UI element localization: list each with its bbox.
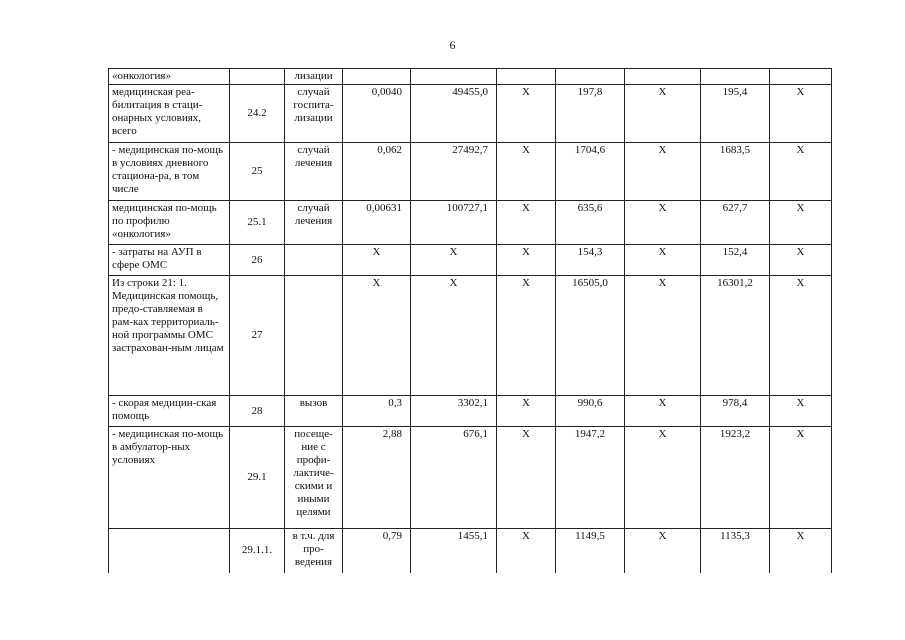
table-row — [109, 396, 832, 427]
row-cell: Х — [411, 276, 497, 396]
row-unit: лизации — [285, 69, 343, 85]
row-cell: Х — [411, 245, 497, 276]
row-cell — [411, 69, 497, 85]
row-code: 24.2 — [230, 85, 285, 143]
row-cell: Х — [770, 85, 832, 143]
row-cell: 100727,1 — [411, 201, 497, 245]
row-code: 28 — [230, 396, 285, 427]
row-cell: Х — [497, 427, 556, 529]
row-cell: Х — [497, 276, 556, 396]
row-code: 25.1 — [230, 201, 285, 245]
row-cell: 3302,1 — [411, 396, 497, 427]
row-cell: 1704,6 — [556, 143, 625, 201]
row-cell: Х — [625, 201, 701, 245]
row-cell: Х — [497, 529, 556, 573]
row-name: - медицинская по-мощь в условиях дневного стациона-ра, в том числе — [109, 143, 230, 201]
data-table — [108, 68, 832, 573]
row-cell: 16301,2 — [701, 276, 770, 396]
row-cell: Х — [625, 276, 701, 396]
row-unit — [285, 276, 343, 396]
row-unit: случай лечения — [285, 201, 343, 245]
row-cell: 1455,1 — [411, 529, 497, 573]
row-code: 27 — [230, 276, 285, 396]
row-cell: Х — [770, 276, 832, 396]
row-cell: 197,8 — [556, 85, 625, 143]
row-cell: 978,4 — [701, 396, 770, 427]
row-cell: Х — [497, 396, 556, 427]
row-cell: 152,4 — [701, 245, 770, 276]
row-name: медицинская по-мощь по профилю «онкология» — [109, 201, 230, 245]
row-name: - скорая медицин-ская помощь — [109, 396, 230, 427]
row-unit: случай лечения — [285, 143, 343, 201]
row-name: «онкология» — [109, 69, 230, 85]
table-row — [109, 69, 832, 85]
row-cell: Х — [625, 85, 701, 143]
row-cell: 1923,2 — [701, 427, 770, 529]
row-code: 26 — [230, 245, 285, 276]
row-code: 29.1 — [230, 427, 285, 529]
row-name: медицинская реа-билитация в стаци-онарных условиях, всего — [109, 85, 230, 143]
row-cell: 627,7 — [701, 201, 770, 245]
row-unit: случай госпита-лизации — [285, 85, 343, 143]
row-code — [230, 69, 285, 85]
row-cell: 16505,0 — [556, 276, 625, 396]
row-unit — [285, 245, 343, 276]
row-cell: Х — [770, 529, 832, 573]
table-row — [109, 427, 832, 529]
row-cell: Х — [625, 143, 701, 201]
table-row — [109, 276, 832, 396]
table-row — [109, 85, 832, 143]
row-name: - затраты на АУП в сфере ОМС — [109, 245, 230, 276]
row-cell: Х — [497, 143, 556, 201]
row-cell — [556, 69, 625, 85]
row-code: 29.1.1. — [230, 529, 285, 573]
row-unit: в т.ч. для про-ведения — [285, 529, 343, 573]
row-cell: 0,00631 — [343, 201, 411, 245]
row-cell: Х — [625, 529, 701, 573]
table-row — [109, 245, 832, 276]
row-cell: 49455,0 — [411, 85, 497, 143]
row-cell: Х — [497, 245, 556, 276]
row-cell: 154,3 — [556, 245, 625, 276]
row-unit: посеще-ние с профи-лактиче-скими и иными целями — [285, 427, 343, 529]
row-cell: 27492,7 — [411, 143, 497, 201]
row-cell: Х — [770, 143, 832, 201]
row-cell: Х — [625, 396, 701, 427]
row-cell: 1149,5 — [556, 529, 625, 573]
row-cell: 635,6 — [556, 201, 625, 245]
row-cell: Х — [625, 427, 701, 529]
row-cell: Х — [770, 245, 832, 276]
row-name — [109, 529, 230, 573]
row-cell: 1947,2 — [556, 427, 625, 529]
row-cell: Х — [343, 276, 411, 396]
row-name: - медицинская по-мощь в амбулатор-ных условиях — [109, 427, 230, 529]
row-cell — [497, 69, 556, 85]
row-code: 25 — [230, 143, 285, 201]
row-cell: Х — [497, 201, 556, 245]
row-cell: Х — [343, 245, 411, 276]
row-cell: 0,062 — [343, 143, 411, 201]
row-cell: Х — [770, 427, 832, 529]
row-unit: вызов — [285, 396, 343, 427]
row-cell — [343, 69, 411, 85]
row-cell: Х — [770, 201, 832, 245]
row-cell: 0,0040 — [343, 85, 411, 143]
row-cell: 0,79 — [343, 529, 411, 573]
row-cell: Х — [625, 245, 701, 276]
row-cell: 195,4 — [701, 85, 770, 143]
table-row — [109, 529, 832, 573]
row-cell: Х — [770, 396, 832, 427]
row-cell — [701, 69, 770, 85]
row-name: Из строки 21: 1. Медицинская помощь, предо-ставляемая в рам-ках территориаль-ной программы ОМС застрахован-ным лицам — [109, 276, 230, 396]
row-cell — [770, 69, 832, 85]
row-cell — [625, 69, 701, 85]
table-row — [109, 143, 832, 201]
row-cell: Х — [497, 85, 556, 143]
row-cell: 0,3 — [343, 396, 411, 427]
page-number: 6 — [449, 38, 456, 52]
row-cell: 990,6 — [556, 396, 625, 427]
row-cell: 676,1 — [411, 427, 497, 529]
table-row — [109, 201, 832, 245]
row-cell: 2,88 — [343, 427, 411, 529]
row-cell: 1683,5 — [701, 143, 770, 201]
row-cell: 1135,3 — [701, 529, 770, 573]
